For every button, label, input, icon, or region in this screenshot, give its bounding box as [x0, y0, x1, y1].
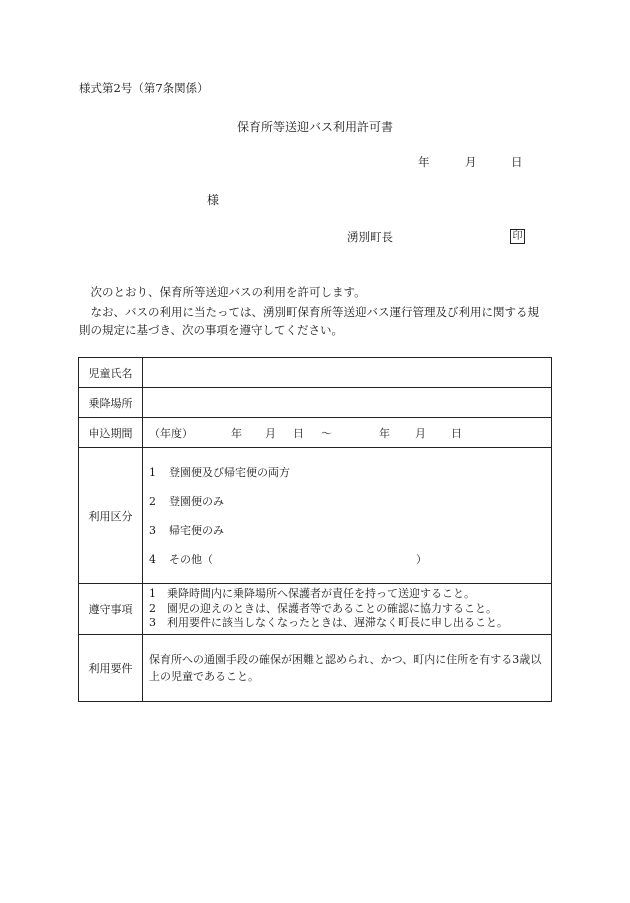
period-start-day: 日	[293, 426, 304, 440]
table-row	[79, 358, 552, 388]
category-label: 利用区分	[79, 448, 143, 584]
rules-label: 遵守事項	[79, 584, 143, 635]
period-field[interactable]	[143, 418, 552, 448]
table-row	[79, 448, 552, 584]
requirements-cell	[143, 635, 552, 702]
boarding-place-label: 乗降場所	[79, 388, 143, 418]
issuer-title: 湧別町長	[347, 230, 393, 244]
body-paragraph-1: 次のとおり、保育所等送迎バスの利用を許可します。	[90, 285, 366, 299]
list-item: 1 乗降時間内に乗降場所へ保護者が責任を持って送迎すること。	[149, 587, 475, 601]
category-number: 2	[149, 494, 156, 508]
period-fiscal-year: （年度）	[149, 426, 193, 440]
period-tilde: ～	[321, 426, 332, 440]
list-item: 3 利用要件に該当しなくなったときは、遅滞なく町長に申し出ること。	[149, 616, 508, 630]
child-name-field[interactable]	[143, 358, 552, 388]
boarding-place-field[interactable]	[143, 388, 552, 418]
category-text: 登園便及び帰宅便の両方	[169, 466, 290, 479]
category-list	[143, 448, 552, 584]
rules-list	[143, 584, 552, 635]
date-day-label: 日	[511, 155, 523, 169]
period-end-day: 日	[451, 426, 462, 440]
body-paragraph-3: 則の規定に基づき、次の事項を遵守してください。	[79, 323, 344, 337]
document-title: 保育所等送迎バス利用許可書	[236, 120, 393, 134]
permit-table	[78, 357, 552, 702]
date-month-label: 月	[465, 155, 477, 169]
table-row	[79, 635, 552, 702]
category-text: その他（	[169, 553, 213, 566]
body-paragraph-2: なお、バスの利用に当たっては、湧別町保育所等送迎バス運行管理及び利用に関する規	[90, 305, 539, 319]
period-label: 申込期間	[79, 418, 143, 448]
recipient-honorific: 様	[207, 193, 220, 207]
category-text: 帰宅便のみ	[169, 524, 224, 537]
child-name-label: 児童氏名	[79, 358, 143, 388]
form-number: 様式第2号（第7条関係）	[79, 81, 209, 95]
date-year-label: 年	[418, 155, 430, 169]
list-item[interactable]	[149, 458, 551, 487]
table-row	[79, 418, 552, 448]
period-start-year: 年	[231, 426, 242, 440]
category-number: 4	[149, 552, 156, 566]
seal-mark: 印	[510, 229, 525, 244]
category-text: 登園便のみ	[169, 495, 224, 508]
list-item: 2 園児の迎えのときは、保護者等であることの確認に協力すること。	[149, 601, 497, 615]
period-end-month: 月	[415, 426, 426, 440]
period-start-month: 月	[265, 426, 276, 440]
list-item[interactable]	[149, 487, 551, 516]
table-row	[79, 388, 552, 418]
list-item[interactable]	[149, 516, 551, 545]
period-end-year: 年	[379, 426, 390, 440]
category-number: 1	[149, 465, 156, 479]
requirements-label: 利用要件	[79, 635, 143, 702]
category-number: 3	[149, 523, 156, 537]
category-close-paren: ）	[416, 553, 427, 566]
table-row	[79, 584, 552, 635]
requirements-text: 保育所への通園手段の確保が困難と認められ、かつ、町内に住所を有する3歳以上の児童であること。	[149, 653, 542, 683]
list-item[interactable]	[149, 545, 551, 574]
